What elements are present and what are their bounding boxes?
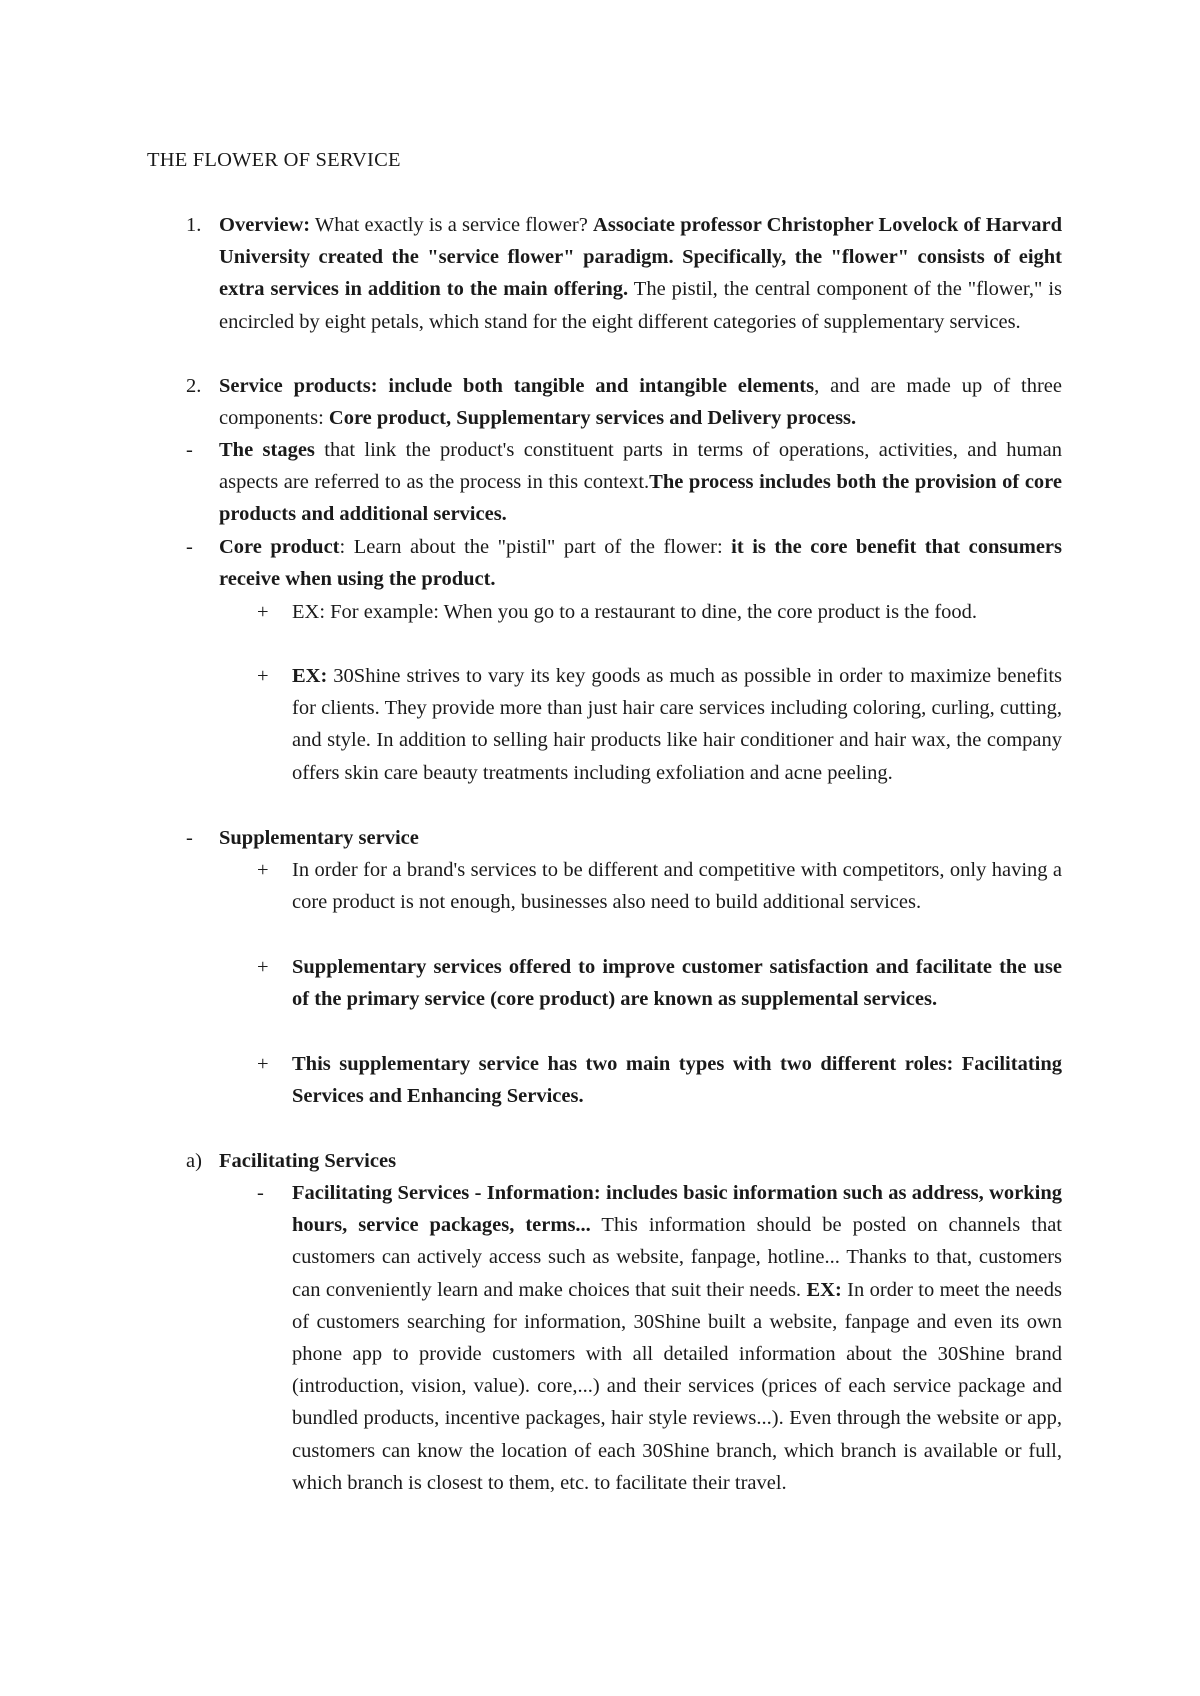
overview-bold-text: Associate professor Christopher Lovelock of Harvard University created the "service flower" paradigm. Specifically, the "flower" consists of eight extra services in addition to the main offering.: [219, 214, 1062, 301]
list-number-1: 1.: [186, 214, 202, 236]
dash-marker: -: [186, 439, 193, 461]
dash-marker: -: [186, 827, 193, 849]
section-letter-a: a): [186, 1150, 202, 1172]
facilitating-heading: Facilitating Services: [219, 1150, 397, 1172]
plus-marker: +: [257, 665, 269, 687]
dash-marker: -: [186, 536, 193, 558]
page-title: THE FLOWER OF SERVICE: [147, 149, 401, 171]
facilitating-information-paragraph: Facilitating Services - Information: includes basic information such as address, working hours, service packages, terms... This information should be posted on channels that customers can actively access such as website, fanpage, hotline... Thanks to that, customers can conveniently learn and make choices that suit their needs. EX: In order to meet the needs of customers searching for information, 30Shine built a website, fanpage and even its own phone app to provide customers with all detailed information about the 30Shine brand (introduction, vision, value). core,...) and their services (prices of each service package and bundled products, incentive packages, hair style reviews...). Even through the website or app, customers can know the location of each 30Shine branch, which branch is available or full, which branch is closest to them, etc. to facilitate their travel.: [292, 1182, 1062, 1494]
plus-marker: +: [257, 956, 269, 978]
stages-paragraph: The stages that link the product's constituent parts in terms of operations, activities, and human aspects are referred to as the process in this context.The process includes both the provision of core products and additional services.: [219, 439, 1062, 526]
list-number-2: 2.: [186, 375, 202, 397]
plus-marker: +: [257, 1053, 269, 1075]
overview-label: Overview:: [219, 214, 311, 236]
plus-marker: +: [257, 601, 269, 623]
supplementary-heading: Supplementary service: [219, 827, 419, 849]
core-product-paragraph: Core product: Learn about the "pistil" part of the flower: it is the core benefit that consumers receive when using the product.: [219, 536, 1062, 591]
plus-marker: +: [257, 859, 269, 881]
supplementary-point-3: This supplementary service has two main types with two different roles: Facilitating Services and Enhancing Services.: [292, 1053, 1062, 1108]
dash-marker: -: [257, 1182, 264, 1204]
core-example-30shine: EX: 30Shine strives to vary its key goods as much as possible in order to maximize benefits for clients. They provide more than just hair care services including coloring, curling, cutting, and style. In addition to selling hair products like hair conditioner and hair wax, the company offers skin care beauty treatments including exfoliation and acne peeling.: [292, 665, 1062, 784]
supplementary-point-1: In order for a brand's services to be different and competitive with competitors, only having a core product is not enough, businesses also need to build additional services.: [292, 859, 1062, 914]
overview-paragraph: Overview: What exactly is a service flower? Associate professor Christopher Lovelock of Harvard University created the "service flower" paradigm. Specifically, the "flower" consists of eight extra services in addition to the main offering. The pistil, the central component of the "flower," is encircled by eight petals, which stand for the eight different categories of supplementary services.: [219, 214, 1062, 333]
supplementary-point-2: Supplementary services offered to improve customer satisfaction and facilitate the use of the primary service (core product) are known as supplemental services.: [292, 956, 1062, 1011]
service-products-paragraph: Service products: include both tangible and intangible elements, and are made up of three components: Core product, Supplementary services and Delivery process.: [219, 375, 1062, 430]
core-example-restaurant: EX: For example: When you go to a restaurant to dine, the core product is the food.: [292, 601, 978, 623]
